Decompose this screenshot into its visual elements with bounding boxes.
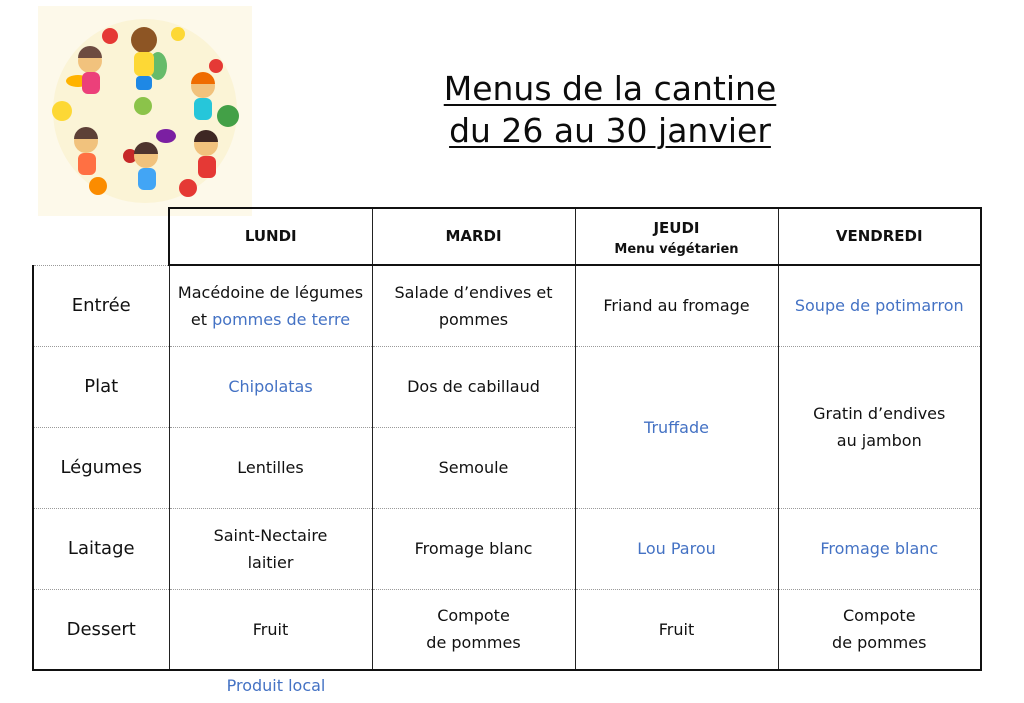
kids-fruit-illustration [38,6,252,216]
header-day-vendredi: VENDREDI [778,208,981,265]
row-label-legumes: Légumes [33,427,169,508]
page-title [400,68,820,152]
header-row [33,208,981,265]
cell-dessert-jeudi: Fruit [575,589,778,670]
title-line-2: du 26 au 30 janvier [449,111,771,150]
cell-entree-vendredi: Soupe de potimarron [778,265,981,346]
cell-entree-lundi: Macédoine de légumes et pommes de terre [169,265,372,346]
title-line-1: Menus de la cantine [443,69,777,108]
cell-dessert-vendredi: Compote de pommes [778,589,981,670]
cell-entree-jeudi: Friand au fromage [575,265,778,346]
legend-local-product: Produit local [226,676,326,695]
cell-laitage-mardi: Fromage blanc [372,508,575,589]
row-label-plat: Plat [33,346,169,427]
header-day-jeudi: JEUDI Menu végétarien [575,208,778,265]
table-row-laitage [33,508,981,589]
table-row-dessert [33,589,981,670]
header-day-mardi: MARDI [372,208,575,265]
cell-laitage-jeudi: Lou Parou [575,508,778,589]
row-label-entree: Entrée [33,265,169,346]
cell-jeudi-plat-legumes: Truffade [575,346,778,508]
header-day-lundi: LUNDI [169,208,372,265]
cell-legumes-lundi: Lentilles [169,427,372,508]
vegetarian-note: Menu végétarien [614,242,739,257]
table-row-entree [33,265,981,346]
local-product-text: pommes de terre [212,309,351,329]
cell-entree-mardi: Salade d’endives et pommes [372,265,575,346]
cell-plat-mardi: Dos de cabillaud [372,346,575,427]
menu-table [32,207,982,671]
cell-legumes-mardi: Semoule [372,427,575,508]
cell-plat-lundi: Chipolatas [169,346,372,427]
table-row-plat [33,346,981,427]
row-label-dessert: Dessert [33,589,169,670]
cell-dessert-mardi: Compote de pommes [372,589,575,670]
cell-dessert-lundi: Fruit [169,589,372,670]
cell-vendredi-plat-legumes: Gratin d’endives au jambon [778,346,981,508]
header-empty-cell [33,208,169,265]
cell-laitage-vendredi: Fromage blanc [778,508,981,589]
kids-fruit-icon [38,6,252,216]
cell-laitage-lundi: Saint-Nectaire laitier [169,508,372,589]
row-label-laitage: Laitage [33,508,169,589]
